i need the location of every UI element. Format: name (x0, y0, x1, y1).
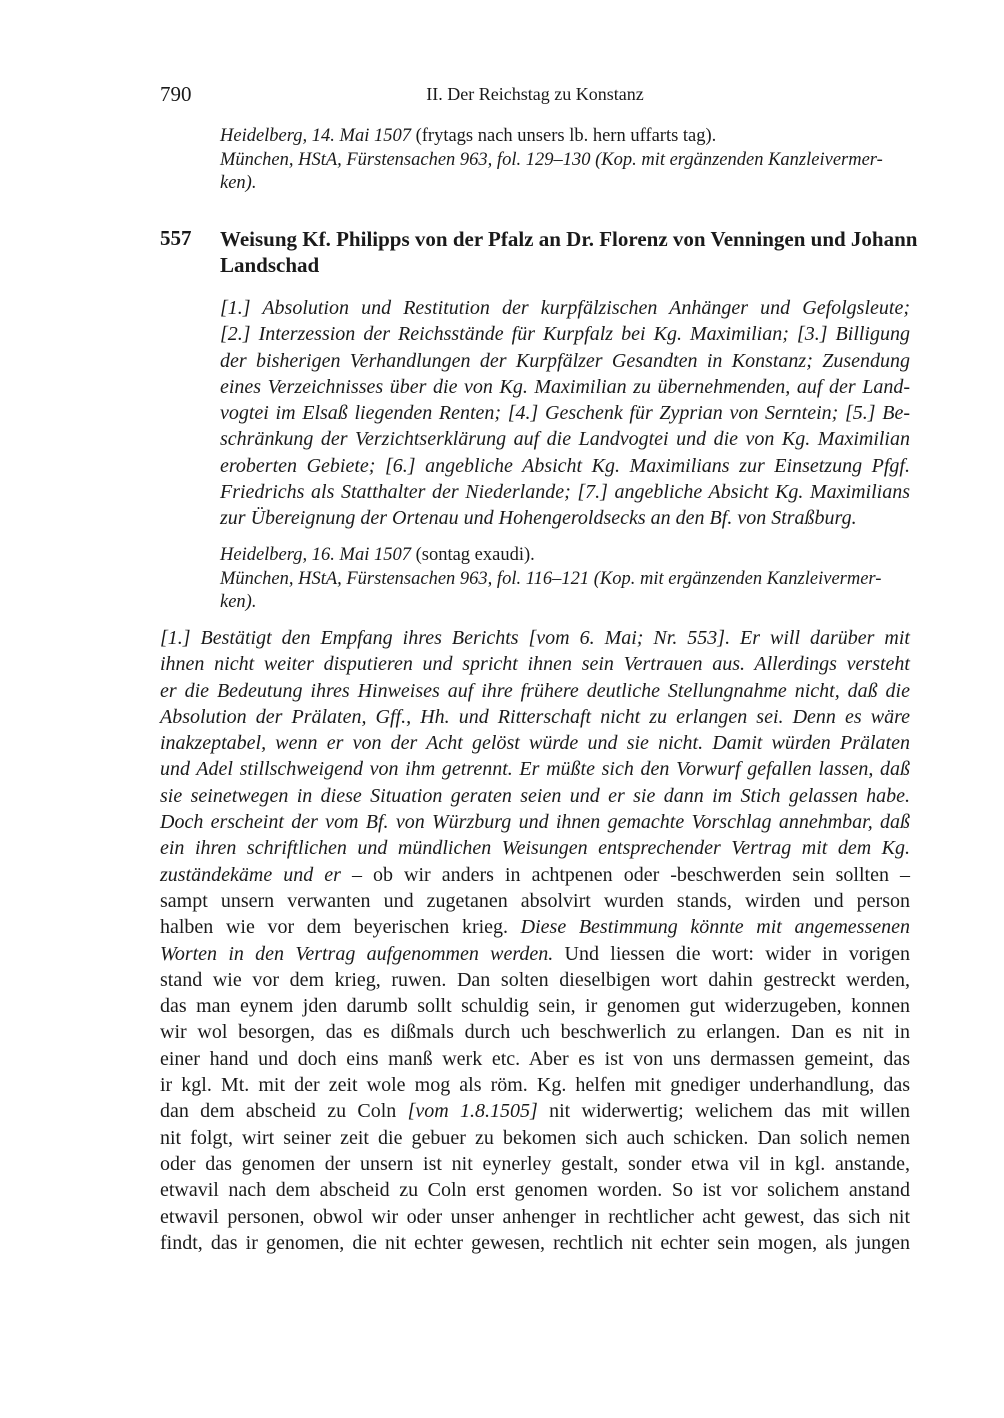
body-line (160, 678, 910, 704)
body-line (160, 993, 910, 1019)
regest-line: [2.] Interzession der Reichsstände für Kurpfalz bei Kg. Maximilian; [3.] Billigung (220, 323, 910, 346)
body-text-segment: einer hand und doch eins manß werk etc. Aber es ist von uns dermassen gemeint, das (160, 1047, 910, 1070)
body-text-segment: dan dem abscheid zu Coln (160, 1100, 408, 1123)
doc-date-line (220, 544, 910, 567)
prev-doc-date-place: Heidelberg, 14. Mai 1507 (220, 126, 411, 146)
regest-line: [1.] Absolution und Restitution der kurpfälzischen Anhänger und Gefolgsleute; (220, 297, 910, 319)
regest-line: Friedrichs als Statthalter der Niederlande; [7.] angebliche Absicht Kg. Maximilians (220, 481, 910, 504)
body-line (160, 941, 910, 967)
body-line (160, 704, 910, 730)
document-title-line: Weisung Kf. Philipps von der Pfalz an Dr. Florenz von Venningen und Johann (220, 227, 918, 251)
body-text-segment: Diese Bestimmung könnte mit angemessenen (520, 916, 910, 939)
body-text-segment: nit widerwertig; welichem das mit willen (537, 1100, 910, 1123)
document-title (220, 226, 920, 278)
body-text-segment: das man eynem jden darumb sollt schuldig sein, ir genomen gut widerzugeben, konnen (160, 995, 910, 1018)
body-line (160, 1177, 910, 1203)
body-line (160, 1125, 910, 1151)
body-text-segment: Doch erscheint der vom Bf. von Würzburg und ihnen gemachte Vorschlag annehmbar, daß (160, 811, 910, 834)
body-text-segment: ihnen nicht weiter disputieren und spricht ihnen sein Vertrauen aus. Allerdings versteht (160, 653, 910, 676)
doc-source-cont: ken). (220, 592, 257, 612)
regest-line: eroberten Gebiete; [6.] angebliche Absicht Kg. Maximilians zur Einsetzung Pfgf. (220, 454, 910, 477)
body-line (160, 888, 910, 914)
document-title-line: Landschad (220, 253, 320, 277)
body-text-segment: etwavil personen, obwol wir oder unser anhenger in rechtlicher acht gewest, das sich nit (160, 1205, 910, 1228)
prev-doc-source-cont: ken). (220, 173, 257, 193)
body-line (160, 651, 910, 677)
prev-doc-date-line (220, 125, 910, 148)
regest-line: schränkung der Verzichtserklärung auf die Landvogtei und die von Kg. Maximilian (220, 428, 910, 451)
body-text-segment: ir kgl. Mt. mit der zeit wole mog als röm. Kg. helfen mit gnediger underhandlung, das (160, 1074, 910, 1097)
body-text-segment: findt, das ir genomen, die nit echter gewesen, rechtlich nit echter sein mogen, als jungen (160, 1231, 910, 1254)
body-text-segment: sie seinetwegen in diese Situation geraten seien und er sie dann im Stich gelassen habe. (160, 784, 910, 807)
body-line (160, 756, 910, 782)
body-line (160, 730, 910, 756)
body-text-segment: er die Bedeutung ihres Hinweises auf ihre frühere deutliche Stellungnahme nicht, daß die (160, 679, 910, 702)
doc-source: München, HStA, Fürstensachen 963, fol. 116–121 (Kop. mit ergänzenden Kanzleivermer- (220, 569, 882, 589)
body-line (160, 835, 910, 861)
body-line (160, 967, 910, 993)
body-line (160, 1230, 910, 1256)
body-line (160, 1204, 910, 1230)
body-line (160, 1072, 910, 1098)
body-line (160, 625, 910, 651)
document-number: 557 (160, 226, 192, 250)
regest-line: eines Verzeichnisses über die von Kg. Maximilian zu übernehmenden, auf der Land- (220, 375, 910, 398)
prev-doc-date-original: (frytags nach unsers lb. hern uffarts tag). (410, 126, 717, 146)
body-text-segment: nit folgt, wirt seiner zeit die gebuer zu bekomen sich auch schicken. Dan solich nemen (160, 1126, 910, 1149)
body-text-segment: ein ihren schriftlichen und mündlichen Weisungen entsprechender Vertrag mit dem Kg. (160, 837, 910, 860)
body-text-segment: wir wol besorgen, das es dißmals durch uch beschwerlich zu erlangen. Dan es nit in (160, 1021, 910, 1044)
body-line (160, 1046, 910, 1072)
body-text-segment: [vom 1.8.1505] (407, 1100, 538, 1123)
body-text-segment: und Adel stillschweigend von ihm getrennt. Er müßte sich den Vorwurf gefallen lassen, daß (160, 758, 910, 781)
body-text-segment: sampt unsern verwanten und zugetanen absolvirt wurden stands, wirden und person (160, 889, 910, 912)
body-line (160, 1019, 910, 1045)
body-text-segment: Worten in den Vertrag aufgenommen werden. (160, 942, 554, 965)
prev-doc-source: München, HStA, Fürstensachen 963, fol. 129–130 (Kop. mit ergänzenden Kanzleivermer- (220, 150, 883, 170)
body-line (160, 1151, 910, 1177)
body-text (160, 625, 910, 1256)
body-text-segment: stand wie vor dem krieg, ruwen. Dan solten dieselbigen wort dahin gestreckt werden, (160, 968, 910, 991)
body-line (160, 1098, 910, 1124)
body-text-segment: – ob wir anders in achtpenen oder -beschwerden sein sollten – (340, 863, 910, 886)
body-text-segment: Absolution der Prälaten, Gff., Hh. und Ritterschaft nicht zu erlangen sei. Denn es wäre (160, 705, 910, 728)
regest-line: vogtei im Elsaß liegenden Renten; [4.] Geschenk für Zyprian von Serntein; [5.] Be- (220, 402, 910, 425)
body-text-segment: halben wie vor dem beyerischen krieg. (160, 916, 521, 939)
body-text-segment: [1.] Bestätigt den Empfang ihres Berichts [vom 6. Mai; Nr. 553]. Er will darüber mit (160, 627, 910, 649)
body-line (160, 809, 910, 835)
regest (220, 295, 910, 532)
doc-date-place: Heidelberg, 16. Mai 1507 (220, 545, 411, 565)
body-text-segment: etwavil nach dem abscheid zu Coln erst genomen worden. So ist vor solichem anstand (160, 1179, 910, 1202)
doc-date-original: (sontag exaudi). (410, 545, 535, 565)
body-line (160, 914, 910, 940)
regest-line: zur Übereignung der Ortenau und Hohengeroldsecks an den Bf. von Straßburg. (220, 507, 857, 530)
body-text-segment: zuständekäme und er (160, 863, 341, 886)
body-line (160, 862, 910, 888)
running-head: II. Der Reichstag zu Konstanz (426, 84, 644, 104)
body-text-segment: inakzeptabel, wenn er von der Acht gelöst würde und sie nicht. Damit würden Prälaten (160, 732, 910, 755)
page-number: 790 (160, 82, 192, 106)
body-text-segment: Und liessen die wort: wider in vorigen (553, 942, 911, 965)
regest-line: der bisherigen Verhandlungen der Kurpfälzer Gesandten in Konstanz; Zusendung (220, 349, 910, 372)
body-line (160, 783, 910, 809)
body-text-segment: oder das genomen der unsern ist nit eynerley gestalt, sonder etwa vil in kgl. anstande, (160, 1152, 910, 1175)
